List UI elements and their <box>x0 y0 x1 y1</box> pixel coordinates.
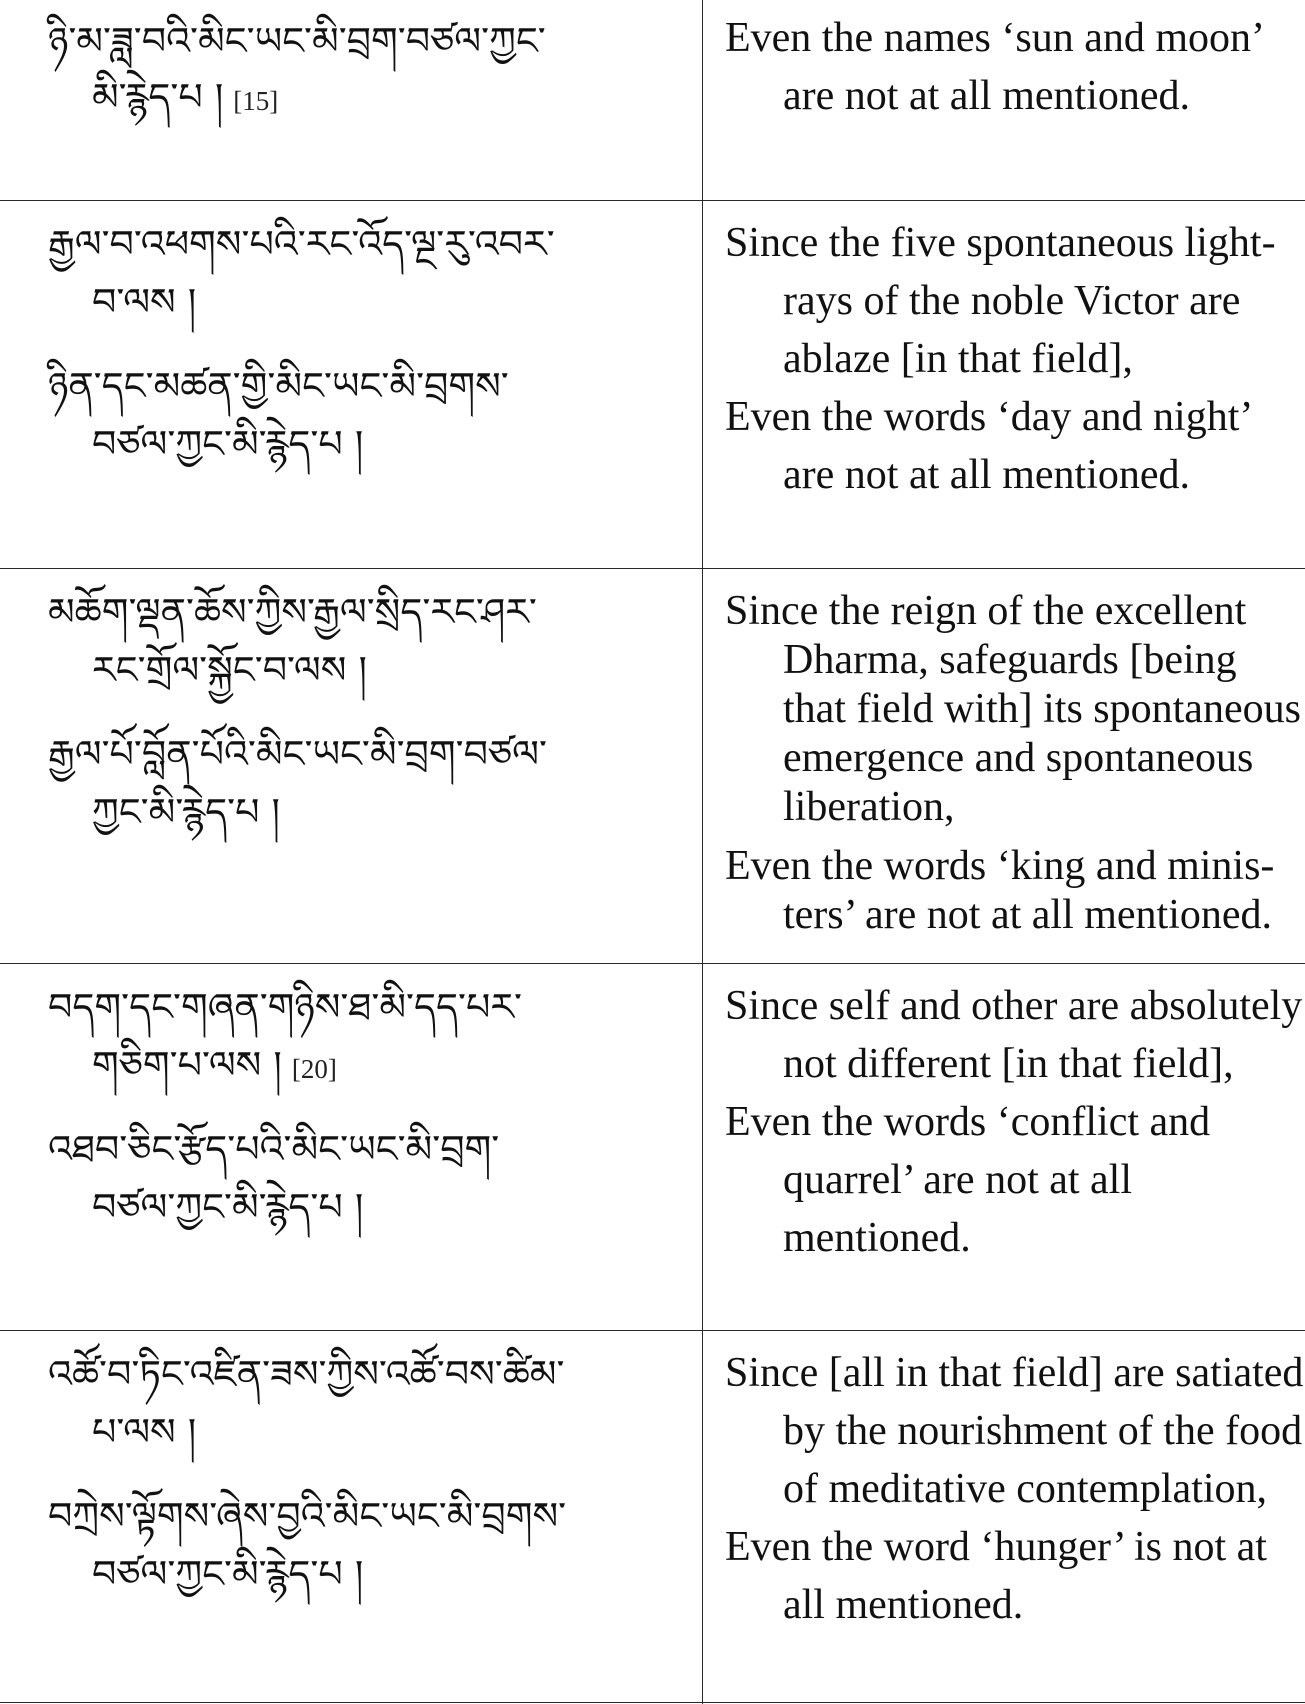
english-line: are not at all mentioned. <box>783 73 1191 119</box>
english-line: Even the word ‘hunger’ is not at <box>725 1524 1267 1570</box>
english-line: liberation, <box>783 784 955 830</box>
verse-number: [20] <box>291 1054 337 1084</box>
english-line: mentioned. <box>783 1215 971 1261</box>
english-line: Dharma, safeguards [being <box>783 637 1237 683</box>
english-line: ters’ are not at all mentioned. <box>783 892 1273 938</box>
tibetan-line <box>92 415 363 473</box>
english-line: Since self and other are absolutely <box>725 983 1303 1029</box>
english-line: all mentioned. <box>783 1582 1024 1628</box>
tibetan-line-text: འཚོ་བ་ཏིང་འཛིན་ཟས་ཀྱིས་འཚོ་བས་ཚིམ་ <box>48 1352 565 1396</box>
english-line: Since the reign of the excellent <box>725 588 1247 634</box>
verse-number: [15] <box>233 86 279 116</box>
english-line: that field with] its spontaneous <box>783 686 1301 732</box>
tibetan-line <box>92 1403 196 1461</box>
tibetan-line-text: གཅིག་པ་ལས ། <box>92 1043 282 1087</box>
tibetan-line <box>48 1120 499 1178</box>
tibetan-line <box>48 1487 566 1545</box>
tibetan-line-text: བཀྲེས་ལྟོགས་ཞེས་བྱའི་མིང་ཡང་མི་བྲགས་ <box>48 1494 567 1538</box>
english-line: emergence and spontaneous <box>783 735 1254 781</box>
tibetan-line-text: བཙལ་ཀྱང་མི་རྙེད་པ ། <box>92 422 364 466</box>
english-line: Since the five spontaneous light- <box>725 220 1276 266</box>
tibetan-line-text: རང་གྲོལ་སྐྱོང་བ་ལས ། <box>92 648 367 692</box>
english-line: of meditative contemplation, <box>783 1466 1268 1512</box>
english-line: by the nourishment of the food <box>783 1408 1303 1454</box>
tibetan-line <box>92 68 278 126</box>
tibetan-line <box>48 978 522 1036</box>
tibetan-line <box>92 273 196 331</box>
tibetan-line-text: པ་ལས ། <box>92 1410 197 1454</box>
tibetan-line <box>48 12 546 70</box>
row-rule <box>0 200 1305 201</box>
english-line: Even the names ‘sun and moon’ <box>725 15 1266 61</box>
tibetan-line <box>48 357 509 415</box>
tibetan-line-text: འཐབ་ཅིང་རྩོད་པའི་མིང་ཡང་མི་བྲག་ <box>48 1127 500 1171</box>
tibetan-line <box>92 641 367 699</box>
english-line: Even the words ‘king and minis- <box>725 843 1275 889</box>
tibetan-line-text: མཆོག་ལྡན་ཆོས་ཀྱིས་རྒྱལ་སྲིད་རང་ཤར་ <box>48 590 537 634</box>
english-line: ablaze [in that field], <box>783 336 1133 382</box>
tibetan-line-text: བཙལ་ཀྱང་མི་རྙེད་པ ། <box>92 1185 364 1229</box>
tibetan-line-text: བ་ལས ། <box>92 280 197 324</box>
english-line: are not at all mentioned. <box>783 452 1191 498</box>
tibetan-line-text: ཀྱང་མི་རྙེད་པ ། <box>92 790 280 834</box>
column-divider <box>702 0 703 1704</box>
english-line: rays of the noble Victor are <box>783 278 1241 324</box>
row-rule <box>0 1330 1305 1331</box>
tibetan-line <box>48 215 555 273</box>
tibetan-line-text: ཉིན་དང་མཚན་གྱི་མིང་ཡང་མི་བྲགས་ <box>48 364 509 408</box>
english-line: Since [all in that field] are satiated <box>725 1350 1304 1396</box>
row-rule <box>0 568 1305 569</box>
tibetan-line-text: རྒྱལ་པོ་བློན་པོའི་མིང་ཡང་མི་བྲག་བཙལ་ <box>48 732 547 776</box>
tibetan-line-text: བཙལ་ཀྱང་མི་རྙེད་པ ། <box>92 1552 364 1596</box>
tibetan-line-text: ཉི་མ་ཟླ་བའི་མིང་ཡང་མི་བྲག་བཙལ་ཀྱང་ <box>48 19 546 63</box>
tibetan-line <box>48 1345 564 1403</box>
tibetan-line-text: རྒྱལ་བ་འཕགས་པའི་རང་འོད་ལྔ་རུ་འབར་ <box>48 222 555 266</box>
tibetan-line <box>92 1178 363 1236</box>
tibetan-line-text: བདག་དང་གཞན་གཉིས་ཐ་མི་དད་པར་ <box>48 985 522 1029</box>
tibetan-line <box>92 1545 363 1603</box>
tibetan-line-text: མི་རྙེད་པ ། <box>92 75 224 119</box>
tibetan-line <box>48 583 537 641</box>
row-rule <box>0 963 1305 964</box>
english-line: quarrel’ are not at all <box>783 1157 1133 1203</box>
row-rule <box>0 1702 1305 1703</box>
tibetan-line <box>92 1036 337 1094</box>
english-line: Even the words ‘day and night’ <box>725 394 1254 440</box>
english-line: not different [in that field], <box>783 1041 1234 1087</box>
tibetan-line <box>92 783 280 841</box>
english-line: Even the words ‘conflict and <box>725 1099 1211 1145</box>
tibetan-line <box>48 725 547 783</box>
